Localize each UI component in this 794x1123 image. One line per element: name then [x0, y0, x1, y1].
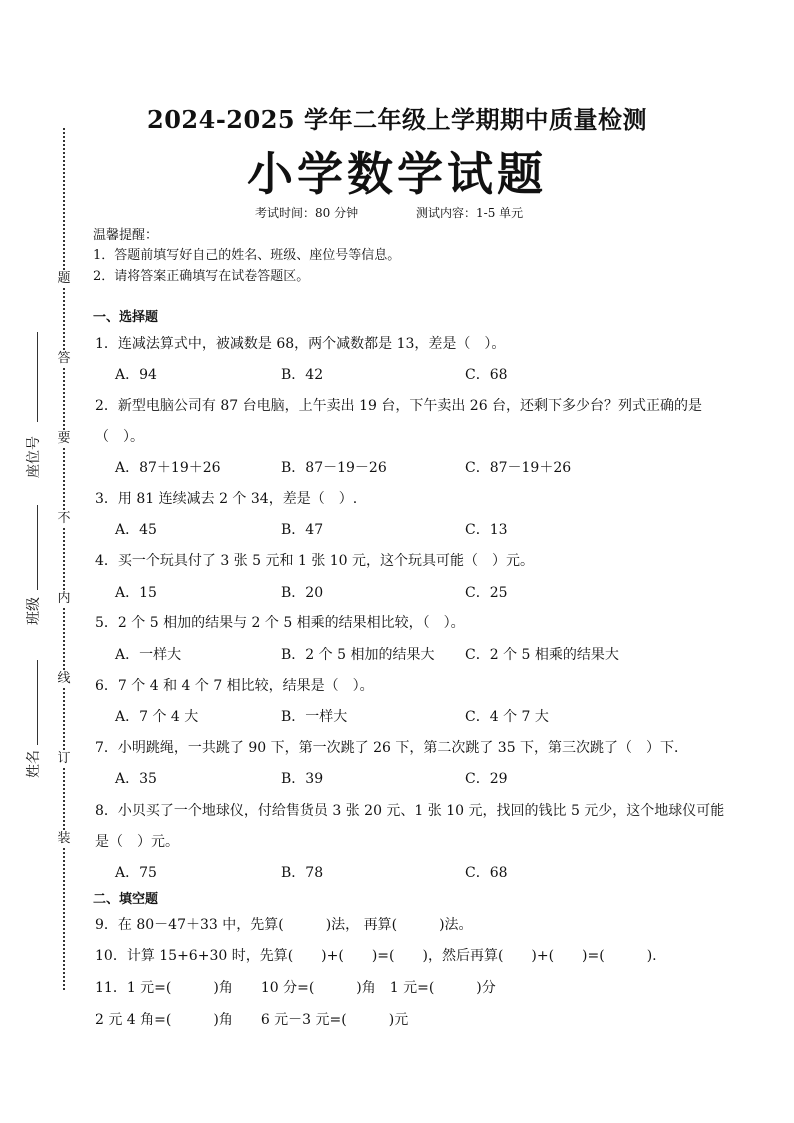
name-rule — [37, 660, 38, 745]
option-a: A．75 — [115, 865, 157, 881]
binding-char: 题 — [57, 271, 71, 286]
question-8-cont: 是（ ）元。 — [95, 834, 179, 850]
option-c: C．25 — [465, 585, 508, 601]
option-b: B．87－19－26 — [281, 460, 387, 476]
option-a: A．35 — [115, 771, 157, 787]
seat-number-rule — [37, 332, 38, 422]
question-7: 7．小明跳绳，一共跳了 90 下，第一次跳了 26 下，第二次跳了 35 下，第三次跳了（ ）下． — [95, 740, 689, 756]
option-a: A．7 个 4 大 — [115, 709, 199, 725]
option-b: B．2 个 5 相加的结果大 — [281, 647, 435, 663]
binding-char: 答 — [57, 351, 71, 366]
class-rule — [37, 505, 38, 590]
tip-item: 1．答题前填写好自己的姓名、班级、座位号等信息。 — [93, 248, 401, 263]
option-b: B．47 — [281, 522, 324, 538]
binding-char: 不 — [57, 511, 71, 526]
exam-scope: 测试内容：1-5 单元 — [416, 206, 524, 220]
option-c: C．68 — [465, 367, 508, 383]
question-9: 9．在 80－47＋33 中，先算( )法， 再算( )法。 — [95, 917, 473, 933]
question-6: 6．7 个 4 和 4 个 7 相比较，结果是（ ）。 — [95, 678, 374, 694]
option-b: B．39 — [281, 771, 324, 787]
option-a: A．一样大 — [115, 647, 182, 663]
binding-char: 线 — [57, 671, 71, 686]
option-b: B．78 — [281, 865, 324, 881]
question-8: 8．小贝买了一个地球仪，付给售货员 3 张 20 元、1 张 10 元，找回的钱比 5 元少，这个地球仪可能 — [95, 803, 725, 819]
name-label: 姓名 — [26, 750, 42, 778]
question-3: 3．用 81 连续减去 2 个 34，差是（ ）. — [95, 491, 358, 507]
exam-title: 2024-2025 学年二年级上学期期中质量检测 — [147, 105, 647, 134]
question-2-cont: （ ）。 — [95, 429, 144, 445]
binding-char: 要 — [57, 431, 71, 446]
option-c: C．68 — [465, 865, 508, 881]
option-b: B．42 — [281, 367, 324, 383]
option-a: A．87＋19＋26 — [115, 460, 221, 476]
option-a: A．94 — [115, 367, 157, 383]
option-c: C．13 — [465, 522, 508, 538]
option-c: C．29 — [465, 771, 508, 787]
question-11: 11．1 元=( )角 10 分=( )角 1 元=( )分 — [95, 980, 496, 996]
option-b: B．20 — [281, 585, 324, 601]
binding-dotted-line — [63, 128, 65, 990]
seat-number-label: 座位号 — [26, 436, 42, 478]
section-title-fill: 二、填空题 — [93, 892, 159, 907]
option-a: A．15 — [115, 585, 157, 601]
section-title-choice: 一、选择题 — [93, 310, 159, 325]
option-b: B．一样大 — [281, 709, 348, 725]
question-1: 1．连减法算式中，被减数是 68，两个减数都是 13，差是（ ）。 — [95, 336, 506, 352]
tip-item: 2．请将答案正确填写在试卷答题区。 — [93, 269, 310, 284]
question-2: 2．新型电脑公司有 87 台电脑，上午卖出 19 台，下午卖出 26 台，还剩下多少台？列式正确的是 — [95, 398, 703, 414]
question-4: 4．买一个玩具付了 3 张 5 元和 1 张 10 元，这个玩具可能（ ）元。 — [95, 553, 535, 569]
question-10: 10．计算 15+6+30 时，先算( )+( )=( )，然后再算( )+( )=( ). — [95, 948, 657, 964]
subject-title: 小学数学试题 — [247, 147, 547, 201]
option-c: C．2 个 5 相乘的结果大 — [465, 647, 619, 663]
question-11-cont: 2 元 4 角=( )角 6 元－3 元=( )元 — [95, 1012, 409, 1028]
option-c: C．87－19＋26 — [465, 460, 572, 476]
exam-time: 考试时间：80 分钟 — [255, 206, 359, 220]
class-label: 班级 — [26, 597, 42, 625]
binding-char: 内 — [57, 591, 71, 606]
option-a: A．45 — [115, 522, 157, 538]
tips-heading: 温馨提醒： — [93, 228, 159, 243]
binding-char: 订 — [57, 751, 71, 766]
option-c: C．4 个 7 大 — [465, 709, 549, 725]
question-5: 5．2 个 5 相加的结果与 2 个 5 相乘的结果相比较，（ ）。 — [95, 615, 465, 631]
binding-char: 装 — [57, 831, 71, 846]
